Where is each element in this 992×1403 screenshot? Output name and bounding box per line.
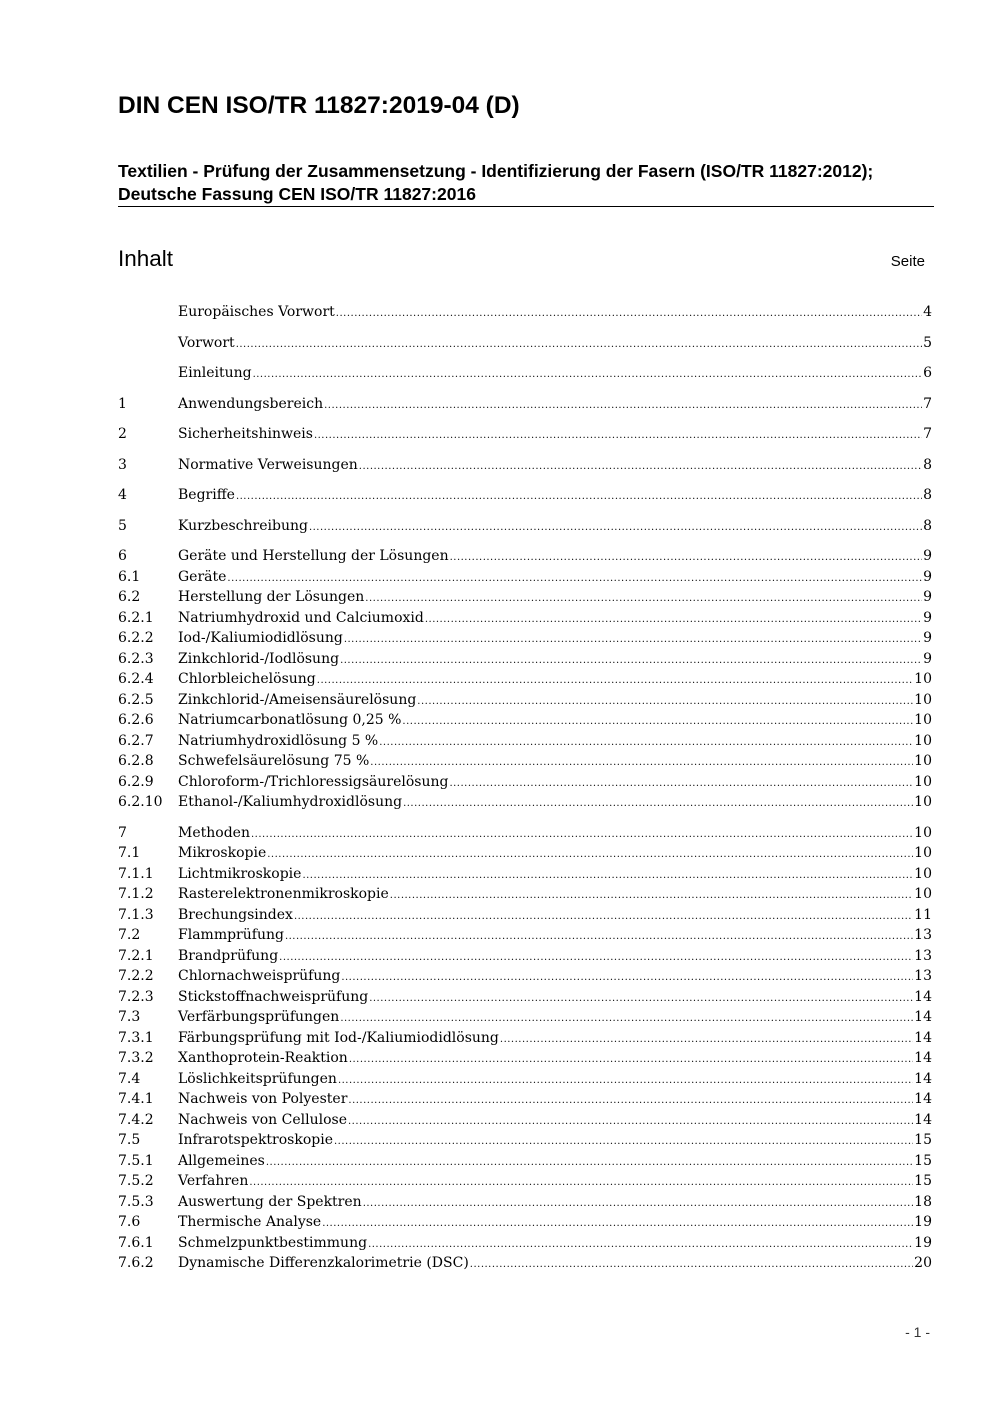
toc-entry[interactable] [118, 649, 932, 670]
toc-entry-number: 6.2.3 [118, 650, 154, 667]
toc-entry[interactable] [118, 946, 932, 967]
toc-entry-number: 5 [118, 517, 127, 534]
toc-dot-leader [390, 884, 913, 907]
toc-entry[interactable] [118, 333, 932, 354]
toc-entry-title[interactable]: Einleitung [178, 365, 252, 381]
toc-entry-number: 7.3.2 [118, 1050, 154, 1066]
toc-dot-leader [341, 966, 913, 989]
toc-entry[interactable] [118, 864, 932, 885]
toc-entry[interactable] [118, 966, 932, 987]
toc-entry[interactable] [118, 628, 932, 649]
toc-entry-title[interactable]: Verfärbungsprüfungen [178, 1009, 340, 1025]
document-subtitle: Textilien - Prüfung der Zusammensetzung - Identifizierung der Fasern (ISO/TR 11827:2012); Deutsche Fassung CEN ISO/TR 11827:2016 [118, 161, 874, 204]
toc-dot-leader [249, 1171, 913, 1194]
toc-entry[interactable] [118, 363, 932, 384]
toc-entry-number: 7.4.2 [118, 1111, 154, 1128]
toc-entry[interactable] [118, 567, 932, 588]
toc-entry-number: 6.2.10 [118, 794, 163, 810]
toc-entry-number: 7.1 [118, 845, 141, 861]
toc-entry-number: 7.5.1 [118, 1152, 154, 1169]
toc-entry-number: 7.3.1 [118, 1029, 154, 1046]
toc-entry-number: 7.6.1 [118, 1234, 154, 1251]
toc-dot-leader [363, 1192, 913, 1215]
toc-dot-leader [236, 485, 922, 508]
toc-entry-page[interactable]: 14 [914, 1111, 932, 1128]
toc-entry-number: 7.4.1 [118, 1091, 154, 1107]
toc-entry[interactable] [118, 455, 932, 476]
toc-entry-page[interactable]: 10 [914, 732, 932, 749]
toc-entry[interactable] [118, 905, 932, 926]
toc-entry-number: 7 [118, 824, 127, 841]
toc-entry[interactable] [118, 925, 932, 946]
toc-entry-title[interactable]: Geräte und Herstellung der Lösungen [178, 548, 449, 564]
toc-entry[interactable] [118, 1253, 932, 1274]
toc-entry-title[interactable]: Flammprüfung [178, 927, 284, 943]
toc-dot-leader [317, 669, 913, 692]
toc-entry-number: 1 [118, 395, 127, 412]
toc-entry-title[interactable]: Schwefelsäurelösung 75 % [178, 753, 370, 769]
toc-entry-page[interactable]: 10 [914, 845, 932, 861]
toc-entry-number: 6.2.1 [118, 609, 154, 626]
toc-entry-number: 7.1.3 [118, 906, 154, 923]
toc-dot-leader [369, 987, 913, 1010]
toc-entry-page[interactable]: 9 [923, 548, 932, 564]
toc-entry-title[interactable]: Normative Verweisungen [178, 456, 358, 473]
toc-dot-leader [402, 710, 913, 733]
toc-entry-page[interactable]: 19 [914, 1214, 932, 1230]
toc-entry-page[interactable]: 10 [914, 753, 932, 769]
toc-dot-leader [403, 792, 913, 815]
table-of-contents [118, 302, 932, 1274]
toc-entry-number: 7.6.2 [118, 1255, 154, 1271]
toc-dot-leader [368, 1233, 913, 1256]
toc-entry-page[interactable]: 11 [914, 906, 932, 923]
toc-entry[interactable] [118, 1110, 932, 1131]
toc-entry-number: 6.2.9 [118, 773, 154, 790]
toc-dot-leader [450, 546, 922, 569]
toc-entry-title[interactable]: Infrarotspektroskopie [178, 1132, 333, 1148]
toc-entry-page[interactable]: 13 [914, 947, 932, 964]
toc-entry-page[interactable]: 13 [914, 927, 932, 943]
toc-dot-leader [348, 1089, 913, 1112]
toc-entry-number: 6.2.7 [118, 732, 154, 749]
toc-entry-number: 7.5 [118, 1132, 141, 1148]
toc-entry-page[interactable]: 14 [914, 1029, 932, 1046]
toc-entry-title[interactable]: Natriumhydroxidlösung 5 % [178, 732, 379, 749]
toc-entry-number: 6.2.6 [118, 712, 154, 728]
toc-dot-leader [470, 1253, 913, 1276]
toc-dot-leader [336, 302, 922, 325]
toc-entry[interactable] [118, 731, 932, 752]
toc-entry-number: 7.2.1 [118, 947, 154, 964]
toc-dot-leader [279, 946, 913, 969]
toc-dot-leader [267, 843, 913, 866]
toc-dot-leader [348, 1110, 913, 1133]
toc-dot-leader [322, 1212, 913, 1235]
toc-entry[interactable] [118, 546, 932, 567]
toc-entry-number: 6.2.5 [118, 691, 154, 708]
toc-entry[interactable] [118, 772, 932, 793]
toc-dot-leader [370, 751, 913, 774]
toc-entry-title[interactable]: Zinkchlorid-/Ameisensäurelösung [178, 691, 417, 708]
toc-entry-title[interactable]: Ethanol-/Kaliumhydroxidlösung [178, 794, 403, 810]
toc-dot-leader [417, 690, 913, 713]
toc-entry[interactable] [118, 587, 932, 608]
toc-entry-title[interactable]: Xanthoprotein-Reaktion [178, 1050, 348, 1066]
toc-dot-leader [449, 772, 913, 795]
toc-dot-leader [334, 1130, 913, 1153]
toc-entry[interactable] [118, 1007, 932, 1028]
toc-entry[interactable] [118, 1089, 932, 1110]
toc-entry-title[interactable]: Anwendungsbereich [178, 395, 324, 412]
toc-entry[interactable] [118, 751, 932, 772]
toc-dot-leader [365, 587, 922, 610]
toc-entry-page[interactable]: 15 [914, 1173, 932, 1189]
toc-dot-leader [314, 424, 922, 447]
toc-entry-page[interactable]: 14 [914, 1050, 932, 1066]
toc-entry-page[interactable]: 7 [923, 426, 932, 442]
toc-entry-title[interactable]: Zinkchlorid-/Iodlösung [178, 650, 340, 667]
toc-entry-title[interactable]: Chloroform-/Trichloressigsäurelösung [178, 773, 449, 790]
toc-entry[interactable] [118, 1151, 932, 1172]
toc-entry-title[interactable]: Nachweis von Cellulose [178, 1111, 347, 1128]
toc-entry-number: 7.3 [118, 1009, 141, 1025]
toc-entry-page[interactable]: 9 [923, 630, 932, 646]
toc-dot-leader [379, 731, 913, 754]
toc-entry-page[interactable]: 10 [914, 886, 932, 902]
toc-entry-page[interactable]: 15 [914, 1152, 932, 1169]
toc-entry-title[interactable]: Begriffe [178, 487, 235, 503]
toc-entry-title[interactable]: Löslichkeitsprüfungen [178, 1070, 337, 1087]
toc-entry-title[interactable]: Herstellung der Lösungen [178, 589, 365, 605]
toc-entry[interactable] [118, 1212, 932, 1233]
toc-entry[interactable] [118, 987, 932, 1008]
toc-dot-leader [253, 363, 923, 386]
toc-entry-title[interactable]: Europäisches Vorwort [178, 304, 335, 320]
toc-entry-title[interactable]: Brandprüfung [178, 947, 279, 964]
toc-entry-page[interactable]: 7 [923, 395, 932, 412]
toc-entry-title[interactable]: Natriumhydroxid und Calciumoxid [178, 609, 424, 626]
toc-entry-number: 7.6 [118, 1214, 141, 1230]
toc-entry[interactable] [118, 485, 932, 506]
toc-entry-title[interactable]: Lichtmikroskopie [178, 865, 302, 882]
toc-entry-title[interactable]: Chlorbleichelösung [178, 671, 316, 687]
toc-entry-title[interactable]: Brechungsindex [178, 906, 293, 923]
toc-entry-page[interactable]: 8 [923, 456, 932, 473]
toc-entry[interactable] [118, 424, 932, 445]
toc-entry-page[interactable]: 10 [914, 773, 932, 790]
toc-entry-number: 4 [118, 487, 127, 503]
toc-entry[interactable] [118, 1069, 932, 1090]
toc-entry-page[interactable]: 10 [914, 824, 932, 841]
toc-entry-number: 6 [118, 548, 127, 564]
toc-dot-leader [500, 1028, 913, 1051]
toc-heading: Inhalt [118, 246, 174, 271]
toc-entry-title[interactable]: Chlornachweisprüfung [178, 968, 341, 984]
toc-entry-title[interactable]: Dynamische Differenzkalorimetrie (DSC) [178, 1255, 469, 1271]
toc-dot-leader [359, 455, 922, 478]
toc-entry-title[interactable]: Sicherheitshinweis [178, 426, 313, 442]
toc-entry[interactable] [118, 1028, 932, 1049]
toc-entry-page[interactable]: 10 [914, 671, 932, 687]
toc-entry-number: 6.2 [118, 589, 141, 605]
toc-entry[interactable] [118, 710, 932, 731]
toc-entry[interactable] [118, 823, 932, 844]
toc-entry[interactable] [118, 1171, 932, 1192]
toc-entry-number: 7.2.2 [118, 968, 154, 984]
toc-entry-page[interactable]: 10 [914, 712, 932, 728]
toc-entry[interactable] [118, 608, 932, 629]
toc-entry[interactable] [118, 1048, 932, 1069]
toc-entry[interactable] [118, 843, 932, 864]
toc-entry[interactable] [118, 1233, 932, 1254]
title-divider [118, 206, 934, 207]
toc-entry-title[interactable]: Mikroskopie [178, 845, 267, 861]
toc-entry[interactable] [118, 394, 932, 415]
toc-dot-leader [324, 394, 922, 417]
toc-dot-leader [309, 516, 922, 539]
toc-entry-title[interactable]: Natriumcarbonatlösung 0,25 % [178, 712, 402, 728]
toc-entry[interactable] [118, 884, 932, 905]
toc-dot-leader [294, 905, 913, 928]
toc-entry[interactable] [118, 1192, 932, 1213]
toc-entry-number: 6.2.2 [118, 630, 154, 646]
toc-entry-page[interactable]: 14 [914, 988, 932, 1005]
toc-entry-page[interactable]: 9 [923, 609, 932, 626]
toc-entry-title[interactable]: Schmelzpunktbestimmung [178, 1234, 368, 1251]
toc-entry-title[interactable]: Verfahren [178, 1173, 249, 1189]
toc-entry[interactable] [118, 1130, 932, 1151]
toc-entry[interactable] [118, 690, 932, 711]
toc-entry-page[interactable]: 13 [914, 968, 932, 984]
toc-entry-title[interactable]: Geräte [178, 568, 227, 585]
toc-entry-page[interactable]: 9 [923, 650, 932, 667]
toc-entry[interactable] [118, 669, 932, 690]
toc-dot-leader [425, 608, 922, 631]
toc-dot-leader [251, 823, 913, 846]
toc-entry-title[interactable]: Allgemeines [178, 1152, 265, 1169]
toc-entry-page[interactable]: 10 [914, 691, 932, 708]
toc-entry-page[interactable]: 5 [923, 334, 932, 351]
toc-dot-leader [266, 1151, 913, 1174]
toc-entry-number: 7.5.2 [118, 1173, 154, 1189]
toc-entry-page[interactable]: 14 [914, 1070, 932, 1087]
toc-entry-title[interactable]: Nachweis von Polyester [178, 1091, 348, 1107]
toc-entry-title[interactable]: Auswertung der Spektren [178, 1193, 362, 1210]
toc-entry-number: 7.1.1 [118, 865, 154, 882]
toc-entry-title[interactable]: Iod-/Kaliumiodidlösung [178, 630, 343, 646]
toc-entry-page[interactable]: 8 [923, 487, 932, 503]
toc-entry-page[interactable]: 9 [923, 589, 932, 605]
toc-entry-number: 6.2.8 [118, 753, 154, 769]
toc-entry-page[interactable]: 4 [923, 304, 932, 320]
toc-dot-leader [302, 864, 913, 887]
toc-entry-number: 7.4 [118, 1070, 141, 1087]
toc-entry-number: 3 [118, 456, 127, 473]
toc-entry-title[interactable]: Stickstoffnachweisprüfung [178, 988, 369, 1005]
toc-entry-number: 7.2.3 [118, 988, 154, 1005]
toc-entry-number: 2 [118, 426, 127, 442]
toc-dot-leader [344, 628, 922, 651]
toc-entry-page[interactable]: 6 [923, 365, 932, 381]
toc-entry[interactable] [118, 516, 932, 537]
toc-dot-leader [349, 1048, 913, 1071]
toc-entry[interactable] [118, 302, 932, 323]
toc-entry-page[interactable]: 14 [914, 1091, 932, 1107]
toc-dot-leader [227, 567, 922, 590]
toc-entry[interactable] [118, 792, 932, 813]
toc-entry-page[interactable]: 15 [914, 1132, 932, 1148]
toc-entry-page[interactable]: 8 [923, 517, 932, 534]
toc-page-column-label: Seite [890, 253, 925, 270]
toc-entry-page[interactable]: 14 [914, 1009, 932, 1025]
page-number: - 1 - [905, 1324, 930, 1340]
toc-dot-leader [285, 925, 913, 948]
toc-dot-leader [338, 1069, 913, 1092]
toc-entry-page[interactable]: 18 [914, 1193, 932, 1210]
toc-entry-page[interactable]: 10 [914, 865, 932, 882]
toc-entry-page[interactable]: 10 [914, 794, 932, 810]
document-title: DIN CEN ISO/TR 11827:2019-04 (D) [118, 92, 520, 119]
toc-entry-number: 7.1.2 [118, 886, 154, 902]
toc-entry-page[interactable]: 19 [914, 1234, 932, 1251]
toc-entry-title[interactable]: Vorwort [178, 334, 235, 351]
toc-dot-leader [236, 333, 922, 356]
toc-entry-number: 7.5.3 [118, 1193, 154, 1210]
toc-dot-leader [340, 1007, 913, 1030]
toc-entry-number: 7.2 [118, 927, 141, 943]
toc-entry-title[interactable]: Kurzbeschreibung [178, 517, 308, 534]
toc-entry-title[interactable]: Thermische Analyse [178, 1214, 322, 1230]
toc-entry-page[interactable]: 9 [923, 568, 932, 585]
toc-dot-leader [340, 649, 922, 672]
toc-entry-title[interactable]: Rasterelektronenmikroskopie [178, 886, 389, 902]
toc-entry-page[interactable]: 20 [914, 1255, 932, 1271]
toc-entry-number: 6.2.4 [118, 671, 154, 687]
toc-entry-title[interactable]: Methoden [178, 824, 250, 841]
toc-entry-title[interactable]: Färbungsprüfung mit Iod-/Kaliumiodidlösung [178, 1029, 499, 1046]
toc-entry-number: 6.1 [118, 568, 141, 585]
